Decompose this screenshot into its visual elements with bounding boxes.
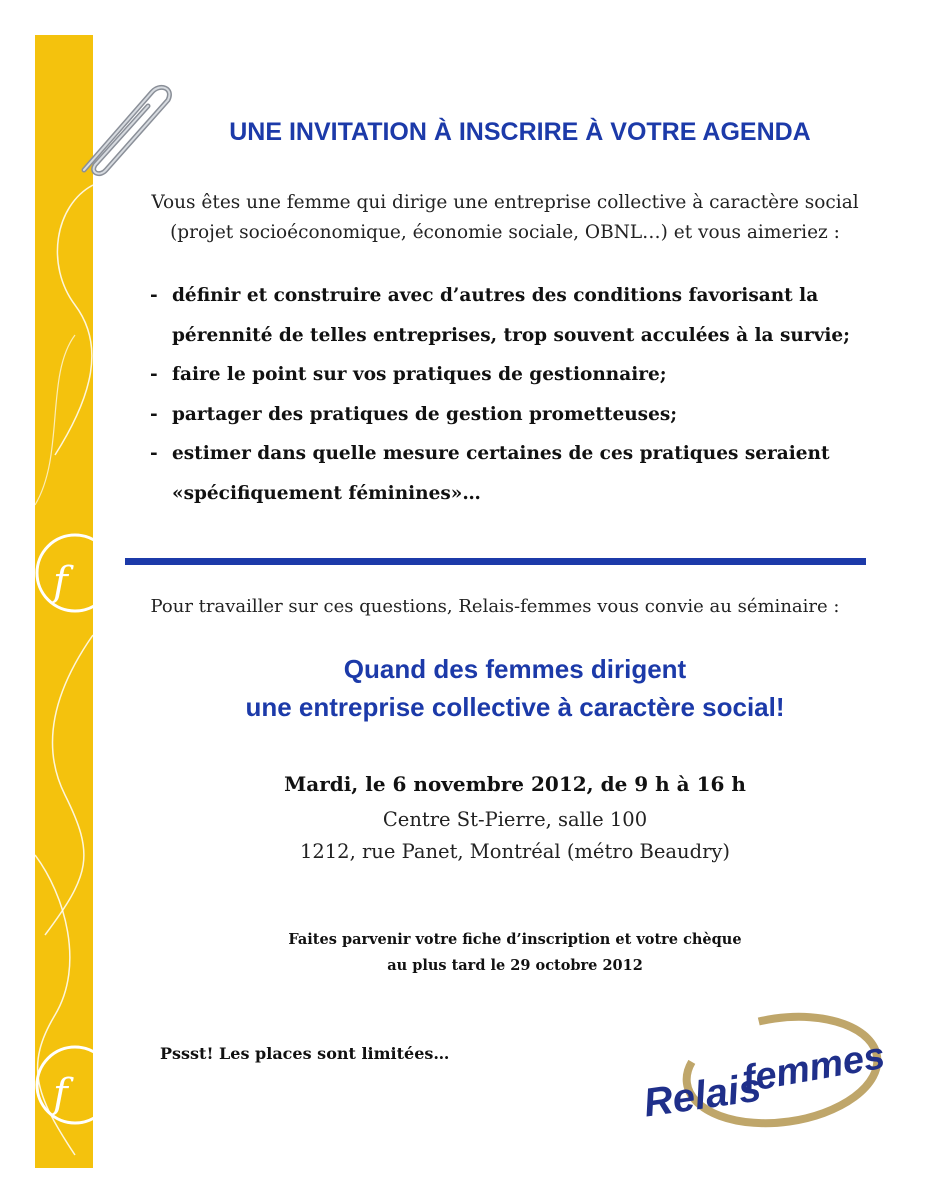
list-item [148,395,888,435]
deadline-line-2: au plus tard le 29 octobre 2012 [387,957,643,974]
list-item-text: estimer dans quelle mesure certaines de ces pratiques seraient «spécifiquement féminines»… [172,443,830,504]
bullet-dash: - [150,403,158,425]
relais-femmes-logo [632,1010,892,1130]
list-item [148,355,888,395]
list-item [148,434,888,513]
event-date: Mardi, le 6 novembre 2012, de 9 h à 16 h [284,772,746,796]
intro-paragraph [125,188,885,248]
intro-line-2: (projet socioéconomique, économie sociale, OBNL…) et vous aimeriez : [170,222,840,243]
list-item-text: faire le point sur vos pratiques de gestionnaire; [172,364,667,385]
band-f-glyph-top: f [53,559,68,605]
band-f-glyph-bottom: f [53,1071,68,1117]
decorative-side-band [35,35,93,1168]
list-item [148,276,888,355]
page-title: UNE INVITATION À INSCRIRE À VOTRE AGENDA [229,118,811,146]
logo-word-relais: Relais [640,1065,764,1126]
list-item-text: partager des pratiques de gestion prometteuses; [172,403,678,425]
event-address: 1212, rue Panet, Montréal (métro Beaudry) [299,840,731,863]
limited-places-note: Pssst! Les places sont limitées… [160,1044,450,1063]
intro-line-1: Vous êtes une femme qui dirige une entreprise collective à caractère social [151,192,859,213]
registration-deadline [120,927,910,979]
bullet-dash: - [150,285,158,306]
seminar-title [120,650,910,726]
logo-word-femmes: femmes [739,1034,889,1102]
bullet-dash: - [150,443,158,464]
bullet-dash: - [150,364,158,385]
convene-text: Pour travailler sur ces questions, Relais-femmes vous convie au séminaire : [150,596,840,617]
swirl-decoration [35,35,93,1168]
event-location [120,804,910,868]
deadline-line-1: Faites parvenir votre fiche d’inscription et votre chèque [288,931,742,948]
seminar-title-line-1: Quand des femmes dirigent [343,654,687,684]
goals-list [148,276,888,513]
event-venue: Centre St-Pierre, salle 100 [382,808,648,831]
seminar-title-line-2: une entreprise collective à caractère social! [245,692,785,722]
list-item-text: définir et construire avec d’autres des conditions favorisant la pérennité de telles entreprises, trop souvent acculées à la survie; [172,285,850,346]
section-divider [125,558,866,565]
